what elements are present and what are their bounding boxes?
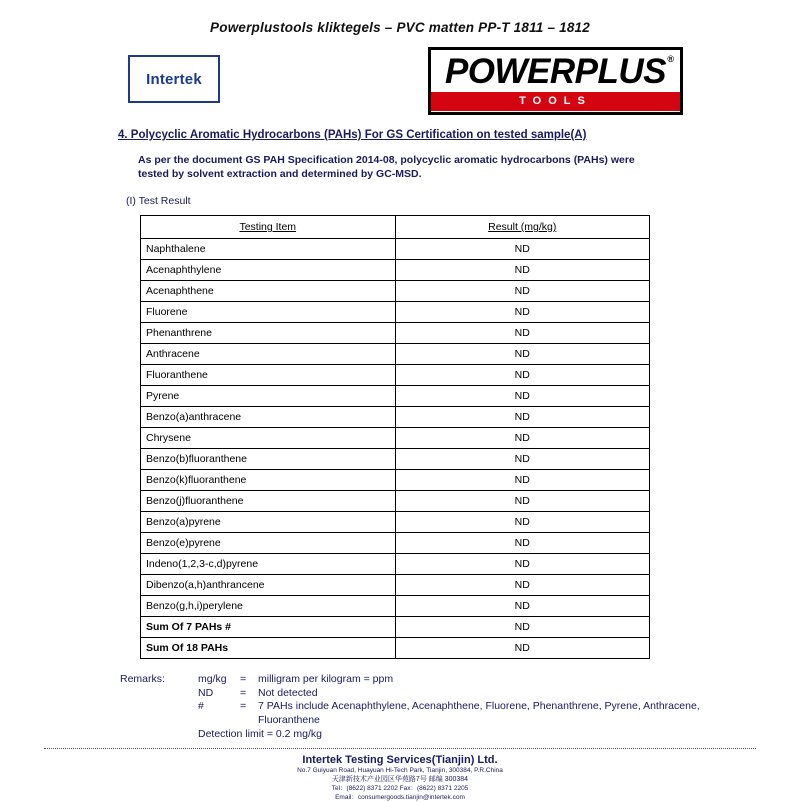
table-row — [141, 386, 650, 407]
remark-line — [198, 673, 700, 687]
cell-result: ND — [395, 302, 650, 323]
table-row — [141, 596, 650, 617]
remark-key: mg/kg — [198, 673, 227, 685]
table-row — [141, 449, 650, 470]
intertek-logo — [128, 55, 220, 103]
cell-testing-item: Benzo(g,h,i)perylene — [141, 596, 396, 617]
cell-result: ND — [395, 638, 650, 659]
cell-testing-item: Sum Of 7 PAHs # — [141, 617, 396, 638]
cell-result: ND — [395, 407, 650, 428]
cell-result: ND — [395, 386, 650, 407]
section-intro-text: As per the document GS PAH Specification 2014-08, polycyclic aromatic hydrocarbons (PAHs) were tested by solvent extraction and determined by GC-MSD. — [138, 154, 635, 180]
cell-testing-item: Benzo(j)fluoranthene — [141, 491, 396, 512]
table-row — [141, 302, 650, 323]
pah-results-table — [140, 215, 650, 659]
footer-divider — [44, 748, 756, 749]
cell-testing-item: Anthracene — [141, 344, 396, 365]
cell-testing-item: Benzo(e)pyrene — [141, 533, 396, 554]
table-row — [141, 344, 650, 365]
cell-result: ND — [395, 596, 650, 617]
table-row — [141, 491, 650, 512]
cell-testing-item: Benzo(b)fluoranthene — [141, 449, 396, 470]
cell-result: ND — [395, 365, 650, 386]
table-row — [141, 575, 650, 596]
cell-result: ND — [395, 281, 650, 302]
cell-testing-item: Benzo(a)anthracene — [141, 407, 396, 428]
remark-key: ND — [198, 686, 214, 699]
footer-address-en: No.7 Guiyuan Road, Huayuan Hi-Tech Park, Tianjin, 300384, P.R.China — [297, 767, 503, 774]
column-header-testing-item: Testing Item — [141, 216, 396, 239]
cell-result: ND — [395, 323, 650, 344]
cell-testing-item: Naphthalene — [141, 239, 396, 260]
cell-result: ND — [395, 554, 650, 575]
section-heading: 4. Polycyclic Aromatic Hydrocarbons (PAHs) For GS Certification on tested sample(A) — [118, 129, 587, 141]
table-row — [141, 323, 650, 344]
cell-testing-item: Sum Of 18 PAHs — [141, 638, 396, 659]
detection-limit: Detection limit = 0.2 mg/kg — [198, 728, 323, 740]
cell-result: ND — [395, 449, 650, 470]
cell-testing-item: Dibenzo(a,h)anthrancene — [141, 575, 396, 596]
table-row — [141, 281, 650, 302]
table-body — [141, 239, 650, 659]
table-row — [141, 554, 650, 575]
table-row — [141, 407, 650, 428]
column-header-result: Result (mg/kg) — [395, 216, 650, 239]
intertek-logo-text: Intertek — [146, 70, 202, 88]
powerplus-logo-subtext: TOOLS — [519, 95, 592, 107]
table-row — [141, 638, 650, 659]
cell-testing-item: Benzo(a)pyrene — [141, 512, 396, 533]
cell-result: ND — [395, 491, 650, 512]
table-row — [141, 512, 650, 533]
remarks-block — [120, 673, 700, 742]
remark-value: milligram per kilogram = ppm — [258, 673, 394, 685]
remark-equals: = — [240, 673, 247, 685]
cell-result: ND — [395, 260, 650, 281]
cell-result: ND — [395, 617, 650, 638]
cell-testing-item: Phenanthrene — [141, 323, 396, 344]
test-result-label: (I) Test Result — [126, 195, 191, 207]
cell-testing-item: Benzo(k)fluoranthene — [141, 470, 396, 491]
registered-trademark-icon: ® — [667, 54, 674, 64]
cell-result: ND — [395, 344, 650, 365]
remark-key: # — [198, 700, 204, 712]
table-row — [141, 260, 650, 281]
remark-equals: = — [240, 686, 247, 699]
table-row — [141, 617, 650, 638]
cell-testing-item: Fluorene — [141, 302, 396, 323]
cell-testing-item: Chrysene — [141, 428, 396, 449]
page-title: Powerplustools kliktegels – PVC matten PP-T 1811 – 1812 — [210, 20, 590, 35]
powerplus-logo-wordmark: POWERPLUS — [444, 52, 667, 91]
cell-result: ND — [395, 575, 650, 596]
remark-line — [198, 687, 700, 701]
cell-testing-item: Pyrene — [141, 386, 396, 407]
cell-result: ND — [395, 533, 650, 554]
table-row — [141, 239, 650, 260]
table-row — [141, 533, 650, 554]
footer-email: Email：consumergoods.tianjin@intertek.com — [335, 794, 465, 801]
footer-phone: Tel：(8622) 8371 2202 Fax：(8622) 8371 2205 — [331, 785, 469, 792]
table-header-row — [141, 216, 650, 239]
cell-result: ND — [395, 512, 650, 533]
remark-value: 7 PAHs include Acenaphthylene, Acenaphthene, Fluorene, Phenanthrene, Pyrene, Anthracene, Fluoranthene — [258, 700, 700, 726]
remark-line — [198, 700, 700, 727]
remark-value: Not detected — [258, 686, 318, 699]
page-footer — [0, 754, 800, 802]
table-row — [141, 428, 650, 449]
cell-result: ND — [395, 428, 650, 449]
cell-testing-item: Fluoranthene — [141, 365, 396, 386]
cell-testing-item: Acenaphthene — [141, 281, 396, 302]
cell-result: ND — [395, 239, 650, 260]
table-row — [141, 365, 650, 386]
footer-company: Intertek Testing Services(Tianjin) Ltd. — [302, 754, 498, 766]
table-row — [141, 470, 650, 491]
cell-testing-item: Acenaphthylene — [141, 260, 396, 281]
footer-address-cn: 天津新技术产业园区华苑路7号 邮编 300384 — [331, 776, 469, 783]
remarks-lines — [198, 673, 700, 727]
remark-equals: = — [240, 700, 247, 712]
powerplus-logo — [428, 47, 683, 115]
logo-row — [0, 47, 800, 119]
cell-testing-item: Indeno(1,2,3-c,d)pyrene — [141, 554, 396, 575]
remarks-label: Remarks: — [120, 673, 165, 685]
cell-result: ND — [395, 470, 650, 491]
